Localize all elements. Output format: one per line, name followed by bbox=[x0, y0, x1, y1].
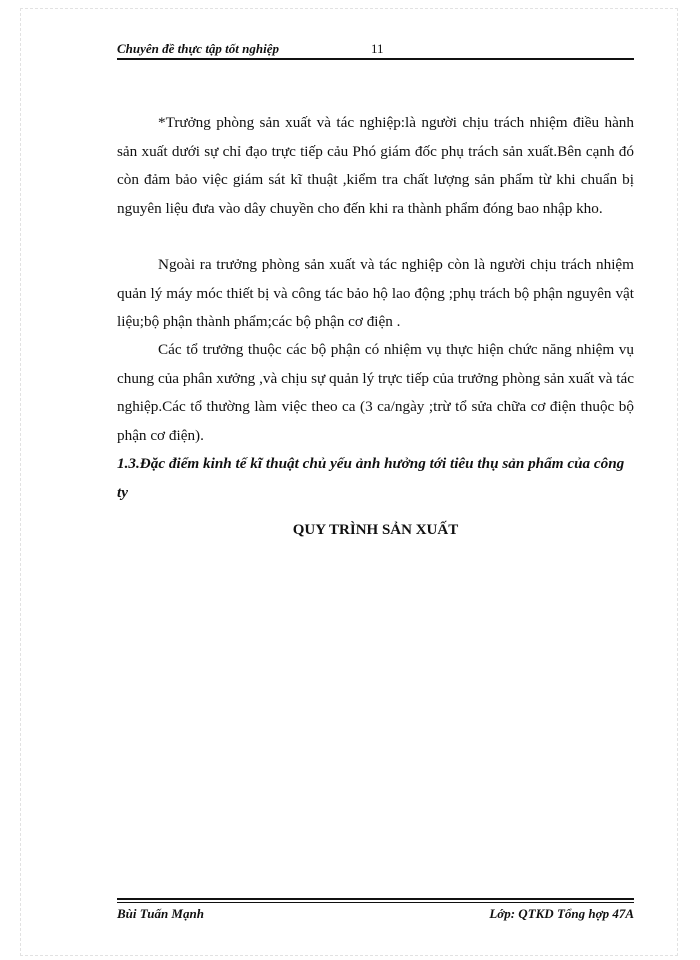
page-number: 11 bbox=[371, 41, 384, 56]
header-rule bbox=[117, 58, 634, 60]
paragraph-1: *Trưởng phòng sản xuất và tác nghiệp:là người chịu trách nhiệm điều hành sản xuất dưới sự chỉ đạo trực tiếp cảu Phó giám đốc phụ trách sản xuất.Bên cạnh đó còn đảm bảo việc giám sát kĩ thuật ,kiểm tra chất lượng sản phẩm từ khi chuẩn bị nguyên liệu đưa vào dây chuyền cho đến khi ra thành phẩm đóng bao nhập kho. bbox=[117, 114, 634, 217]
footer-rule-thick bbox=[117, 898, 634, 900]
section-heading: 1.3.Đặc điểm kinh tế kĩ thuật chủ yếu ảnh hưởng tới tiêu thụ sản phẩm của công ty bbox=[117, 455, 625, 501]
footer-rule-thin bbox=[117, 902, 634, 903]
paragraph-3: Các tổ trưởng thuộc các bộ phận có nhiệm vụ thực hiện chức năng nhiệm vụ chung của phân xưởng ,và chịu sự quản lý trực tiếp của trưởng phòng sản xuất và tác nghiệp.Các tổ thường làm việc theo ca (3 ca/ngày ;trừ tổ sửa chữa cơ điện thuộc bộ phận cơ điện). bbox=[117, 341, 634, 444]
header-title: Chuyên đề thực tập tốt nghiệp bbox=[117, 41, 279, 56]
footer-author: Bùi Tuấn Mạnh bbox=[117, 906, 204, 921]
footer-class: Lớp: QTKD Tổng hợp 47A bbox=[489, 906, 634, 921]
page-header bbox=[117, 41, 634, 59]
process-title: QUY TRÌNH SẢN XUẤT bbox=[292, 522, 459, 538]
paragraph-2: Ngoài ra trưởng phòng sản xuất và tác nghiệp còn là người chịu trách nhiệm quản lý máy móc thiết bị và công tác bảo hộ lao động ;phụ trách bộ phận nguyên vật liệu;bộ phận thành phẩm;các bộ phận cơ điện . bbox=[117, 256, 634, 330]
